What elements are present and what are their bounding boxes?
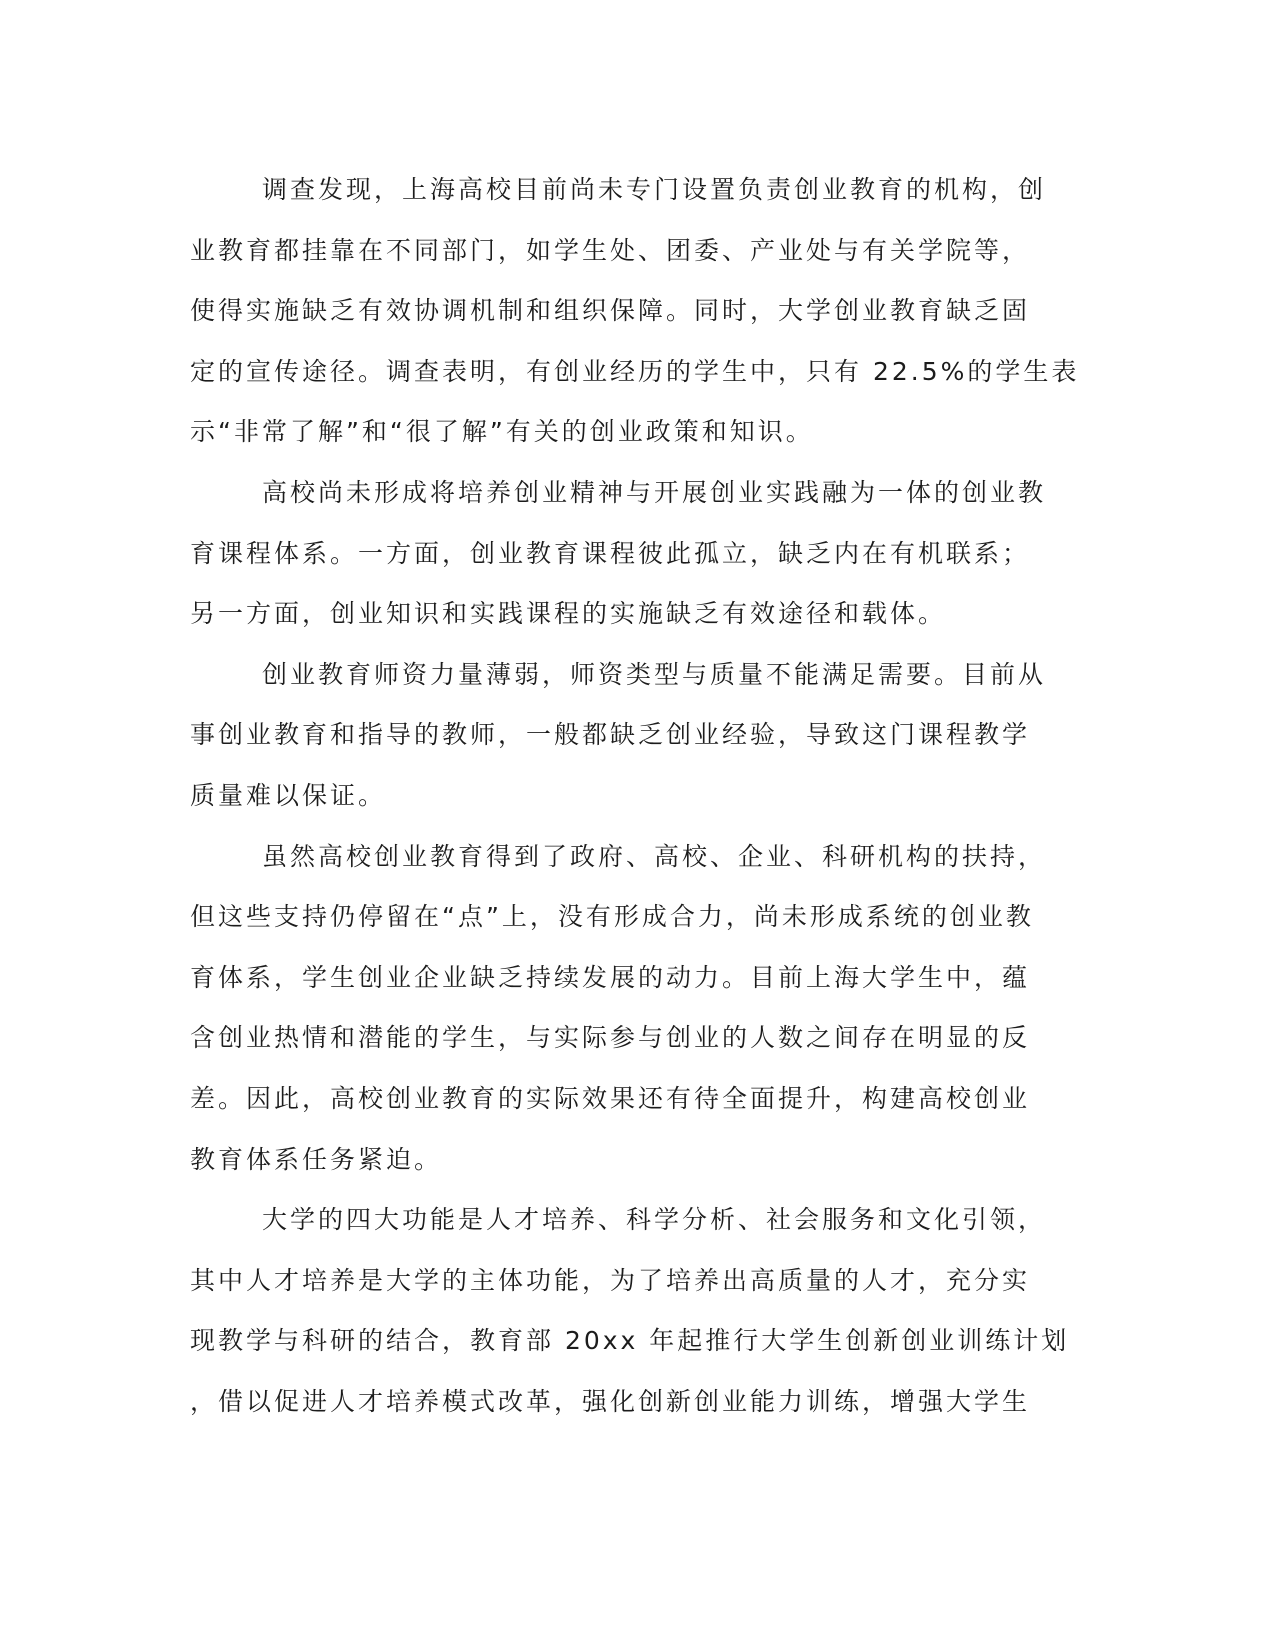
text-line: 含创业热情和潜能的学生，与实际参与创业的人数之间存在明显的反 xyxy=(190,1023,1031,1053)
text-line: 使得实施缺乏有效协调机制和组织保障。同时，大学创业教育缺乏固 xyxy=(190,296,1031,326)
text-line: 现教学与科研的结合，教育部 20xx 年起推行大学生创新创业训练计划 xyxy=(190,1326,1070,1356)
paragraph xyxy=(190,463,1090,645)
text-line: 大学的四大功能是人才培养、科学分析、社会服务和文化引领， xyxy=(262,1205,1047,1235)
text-line: 业教育都挂靠在不同部门，如学生处、团委、产业处与有关学院等， xyxy=(190,235,1031,265)
text-line: 育体系，学生创业企业缺乏持续发展的动力。目前上海大学生中，蕴 xyxy=(190,962,1031,992)
paragraph xyxy=(190,1190,1090,1432)
text-line: 示“非常了解”和“很了解”有关的创业政策和知识。 xyxy=(190,417,814,447)
text-line: 创业教育师资力量薄弱，师资类型与质量不能满足需要。目前从 xyxy=(262,659,1047,689)
document-body xyxy=(190,160,1090,1432)
text-line: ，借以促进人才培养模式改革，强化创新创业能力训练，增强大学生 xyxy=(190,1386,1031,1416)
text-line: 高校尚未形成将培养创业精神与开展创业实践融为一体的创业教 xyxy=(262,477,1047,507)
paragraph xyxy=(190,827,1090,1191)
text-line: 质量难以保证。 xyxy=(190,780,387,810)
text-line: 定的宣传途径。调查表明，有创业经历的学生中，只有 22.5%的学生表 xyxy=(190,356,1080,386)
paragraph xyxy=(190,160,1090,463)
text-line: 但这些支持仍停留在“点”上，没有形成合力，尚未形成系统的创业教 xyxy=(190,902,1034,932)
text-line: 另一方面，创业知识和实践课程的实施缺乏有效途径和载体。 xyxy=(190,599,947,629)
paragraph xyxy=(190,645,1090,827)
text-line: 育课程体系。一方面，创业教育课程彼此孤立，缺乏内在有机联系； xyxy=(190,538,1031,568)
text-line: 其中人才培养是大学的主体功能，为了培养出高质量的人才，充分实 xyxy=(190,1265,1031,1295)
text-line: 调查发现，上海高校目前尚未专门设置负责创业教育的机构，创 xyxy=(262,175,1047,204)
text-line: 事创业教育和指导的教师，一般都缺乏创业经验，导致这门课程教学 xyxy=(190,720,1031,750)
text-line: 教育体系任务紧迫。 xyxy=(190,1144,443,1174)
text-line: 虽然高校创业教育得到了政府、高校、企业、科研机构的扶持， xyxy=(262,841,1047,871)
text-line: 差。因此，高校创业教育的实际效果还有待全面提升，构建高校创业 xyxy=(190,1083,1031,1113)
